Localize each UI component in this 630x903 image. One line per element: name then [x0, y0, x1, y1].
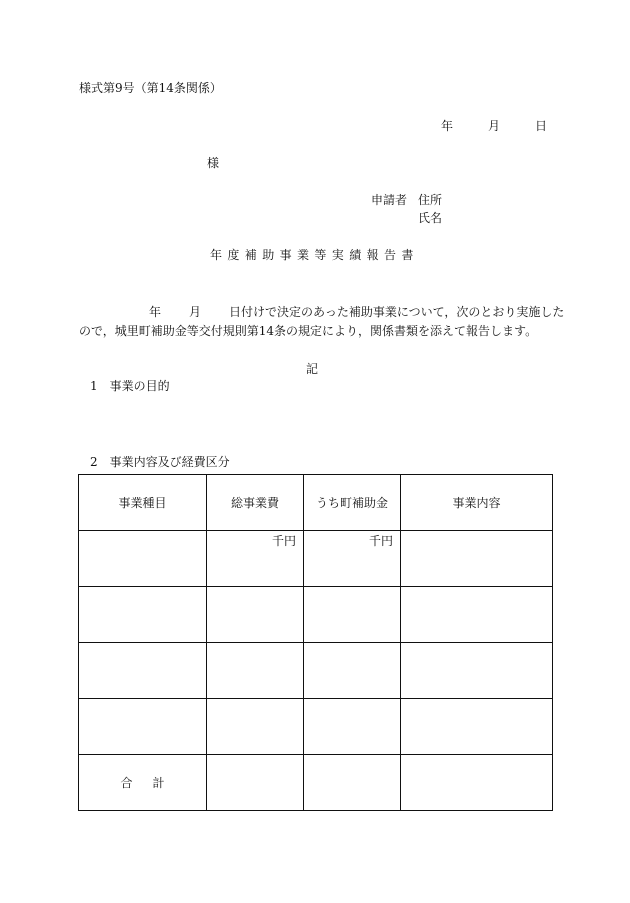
- table-cell[interactable]: [401, 643, 553, 699]
- form-number: 様式第9号（第14条関係）: [79, 81, 222, 95]
- table-cell[interactable]: [304, 643, 401, 699]
- body-line-1: [149, 306, 564, 318]
- applicant-label: 申請者: [371, 193, 408, 207]
- body-year: 年: [149, 305, 162, 319]
- table-cell[interactable]: [207, 643, 304, 699]
- date-day-label: 日: [535, 119, 548, 133]
- table-cell[interactable]: [304, 755, 401, 811]
- table-cell[interactable]: [79, 643, 207, 699]
- table-cell[interactable]: [401, 699, 553, 755]
- applicant-address-label: 住所: [418, 193, 443, 207]
- table-row: [79, 587, 553, 643]
- table-cell[interactable]: [304, 531, 401, 587]
- section-breakdown-heading: 2 事業内容及び経費区分: [90, 455, 230, 469]
- table-cell[interactable]: [401, 755, 553, 811]
- table-cell[interactable]: [207, 755, 304, 811]
- applicant-name-label: 氏名: [418, 211, 443, 225]
- table-cell[interactable]: [207, 587, 304, 643]
- table-cell[interactable]: [304, 699, 401, 755]
- table-row: [79, 699, 553, 755]
- document-title: 年度補助事業等実績報告書: [210, 248, 419, 262]
- breakdown-table: [78, 474, 553, 811]
- header-business-content: 事業内容: [401, 475, 553, 531]
- date-year-label: 年: [441, 119, 454, 133]
- ki-heading: 記: [306, 362, 319, 376]
- table-cell[interactable]: [207, 531, 304, 587]
- header-business-type: 事業種目: [79, 475, 207, 531]
- table-cell[interactable]: [207, 699, 304, 755]
- body-line-1-rest: 日付けで決定のあった補助事業について，次のとおり実施した: [229, 305, 565, 319]
- table-cell[interactable]: [79, 587, 207, 643]
- table-row: [79, 643, 553, 699]
- table-cell[interactable]: [304, 587, 401, 643]
- table-cell[interactable]: [401, 531, 553, 587]
- table-header-row: [79, 475, 553, 531]
- section-purpose-heading: 1 事業の目的: [90, 379, 170, 393]
- table-cell[interactable]: [79, 699, 207, 755]
- table-row: [79, 531, 553, 587]
- table-cell[interactable]: [79, 531, 207, 587]
- table-cell[interactable]: [401, 587, 553, 643]
- unit-label: 千円: [271, 534, 296, 548]
- body-month: 月: [189, 305, 202, 319]
- table-total-row: [79, 755, 553, 811]
- total-label: 合計: [79, 755, 207, 811]
- header-town-subsidy: うち町補助金: [304, 475, 401, 531]
- body-line-2: ので，城里町補助金等交付規則第14条の規定により，関係書類を添えて報告します。: [79, 324, 538, 338]
- addressee-honorific: 様: [207, 156, 220, 170]
- header-total-cost: 総事業費: [207, 475, 304, 531]
- unit-label: 千円: [368, 534, 393, 548]
- date-month-label: 月: [488, 119, 501, 133]
